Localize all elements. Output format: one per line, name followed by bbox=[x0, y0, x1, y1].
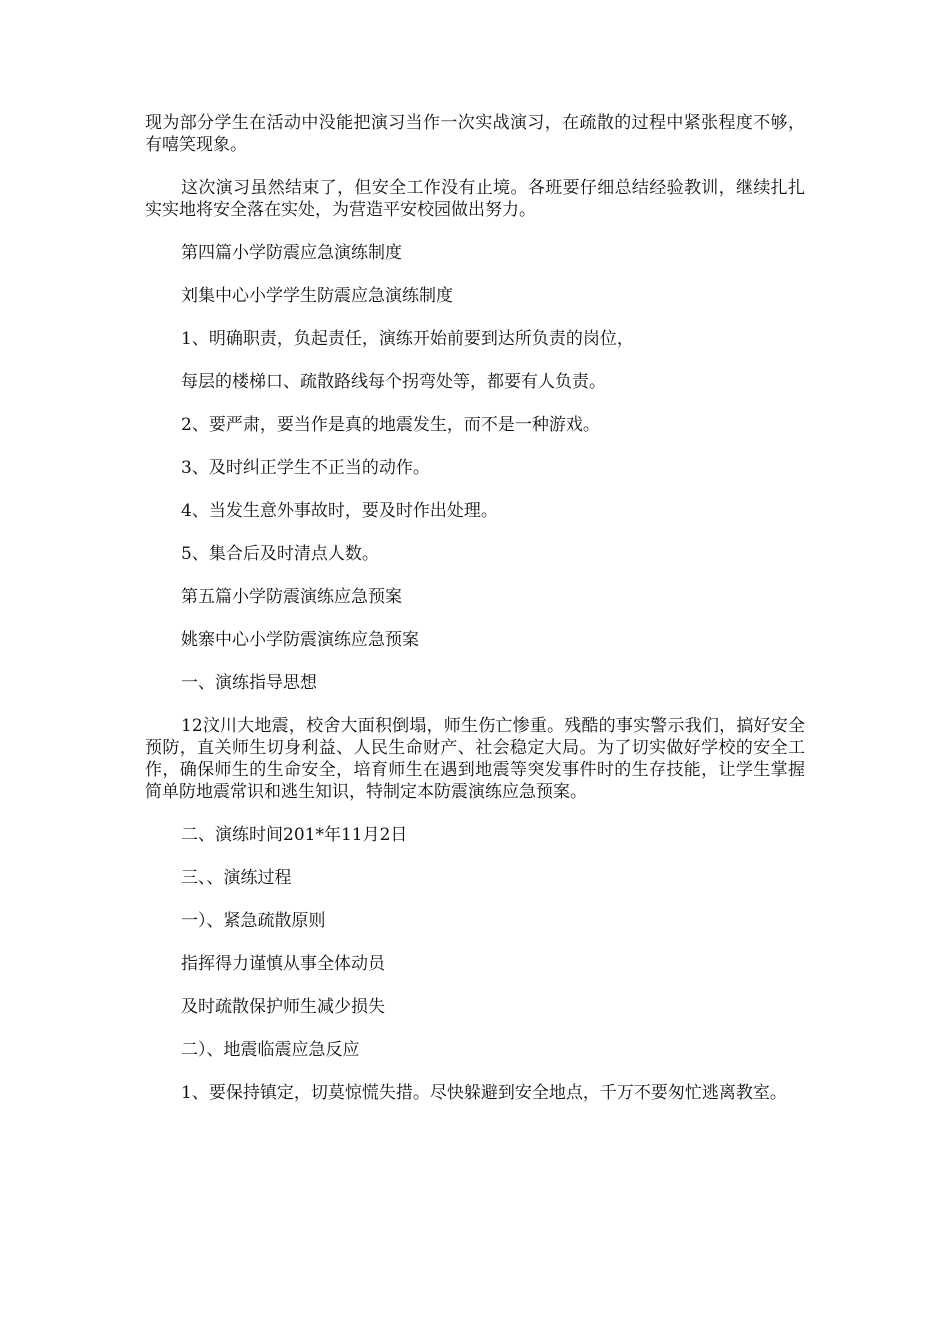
principle-line-2: 及时疏散保护师生减少损失 bbox=[181, 997, 385, 1017]
document-page bbox=[145, 112, 805, 1125]
paragraph-summary: 这次演习虽然结束了，但安全工作没有止境。各班要仔细总结经验教训，继续扎扎实实地将安全落在实处，为营造平安校园做出努力。 bbox=[145, 178, 805, 220]
subheading-guiding-thought: 一、演练指导思想 bbox=[181, 673, 317, 693]
rule-item-3: 3、及时纠正学生不正当的动作。 bbox=[181, 458, 430, 478]
subheading-evacuation-principle: 一）、紧急疏散原则 bbox=[181, 911, 326, 931]
rule-item-1: 1、明确职责，负起责任，演练开始前要到达所负责的岗位， bbox=[181, 329, 634, 349]
paragraph-continuation: 现为部分学生在活动中没能把演习当作一次实战演习，在疏散的过程中紧张程度不够，有嘻笑现象。 bbox=[145, 113, 805, 155]
document-title-yaozhai: 姚寨中心小学防震演练应急预案 bbox=[181, 630, 419, 650]
section-heading-5: 第五篇小学防震演练应急预案 bbox=[181, 587, 402, 607]
subheading-drill-time: 二、演练时间201*年11月2日 bbox=[181, 825, 408, 845]
rule-item-1-detail: 每层的楼梯口、疏散路线每个拐弯处等，都要有人负责。 bbox=[181, 372, 606, 392]
rule-item-4: 4、当发生意外事故时，要及时作出处理。 bbox=[181, 501, 498, 521]
rule-item-2: 2、要严肃，要当作是真的地震发生，而不是一种游戏。 bbox=[181, 415, 600, 435]
principle-line-1: 指挥得力谨慎从事全体动员 bbox=[181, 954, 385, 974]
document-title-liuji: 刘集中心小学学生防震应急演练制度 bbox=[181, 286, 453, 306]
section-heading-4: 第四篇小学防震应急演练制度 bbox=[181, 243, 402, 263]
subheading-emergency-response: 二）、地震临震应急反应 bbox=[181, 1040, 360, 1060]
rule-item-5: 5、集合后及时清点人数。 bbox=[181, 544, 379, 564]
paragraph-guiding-thought: 12汶川大地震，校舍大面积倒塌，师生伤亡惨重。残酷的事实警示我们，搞好安全预防，直关师生切身利益、人民生命财产、社会稳定大局。为了切实做好学校的安全工作，确保师生的生命安全，培育师生在遇到地震等突发事件时的生存技能，让学生掌握简单防地震常识和逃生知识，特制定本防震演练应急预案。 bbox=[145, 716, 805, 802]
response-item-1: 1、要保持镇定，切莫惊慌失措。尽快躲避到安全地点，千万不要匆忙逃离教室。 bbox=[181, 1083, 787, 1103]
subheading-drill-process: 三、、演练过程 bbox=[181, 868, 292, 888]
